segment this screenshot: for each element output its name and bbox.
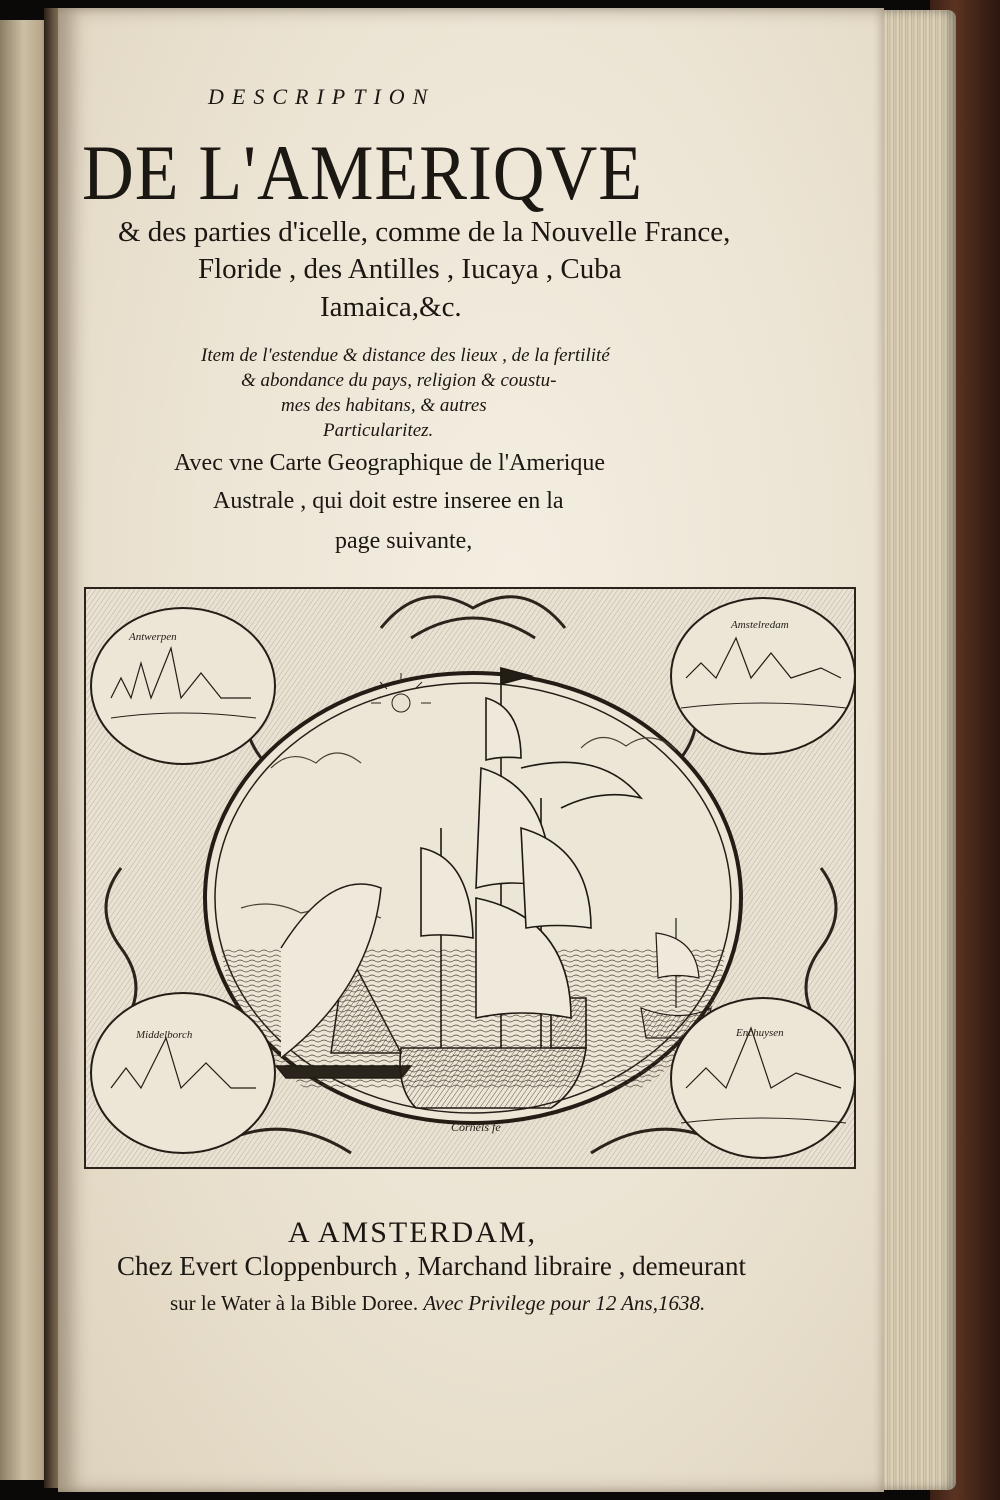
map-note-line-2: Australe , qui doit estre inseree en la bbox=[213, 488, 564, 514]
imprint-privilege: Avec Privilege pour 12 Ans,1638. bbox=[423, 1291, 706, 1315]
city-label-amstelredam: Amstelredam bbox=[731, 619, 789, 631]
page-stack-edges bbox=[876, 10, 956, 1490]
italic-line-3: mes des habitans, & autres bbox=[281, 395, 487, 416]
subtitle-line-3: Iamaica,&c. bbox=[320, 291, 462, 323]
imprint-address-line bbox=[170, 1291, 705, 1316]
engraver-signature: Cornels fe bbox=[451, 1120, 501, 1134]
city-medallion-enchuysen bbox=[671, 998, 855, 1158]
city-label-middelborch: Middelborch bbox=[136, 1029, 193, 1041]
italic-line-1: Item de l'estendue & distance des lieux , de la fertilité bbox=[201, 345, 610, 366]
ship-engraving bbox=[81, 568, 865, 1180]
description-heading: DESCRIPTION bbox=[208, 84, 436, 109]
imprint-publisher: Chez Evert Cloppenburch , Marchand libraire , demeurant bbox=[117, 1251, 747, 1281]
map-note-line-1: Avec vne Carte Geographique de l'Amerique bbox=[174, 450, 606, 476]
main-title: DE L'AMERIQVE bbox=[82, 129, 644, 216]
map-note-line-3: page suivante, bbox=[335, 528, 473, 554]
city-label-enchuysen: Enchuysen bbox=[736, 1027, 784, 1039]
imprint-address: sur le Water à la Bible Doree. bbox=[170, 1291, 419, 1315]
city-label-antwerpen: Antwerpen bbox=[129, 631, 177, 643]
subtitle-line-1: & des parties d'icelle, comme de la Nouvelle France, bbox=[118, 216, 731, 248]
imprint-place: A AMSTERDAM, bbox=[288, 1216, 538, 1249]
city-medallion-antwerpen bbox=[91, 608, 275, 764]
city-medallion-middelborch bbox=[91, 993, 275, 1153]
title-page bbox=[58, 8, 884, 1492]
italic-line-4: Particularitez. bbox=[323, 420, 434, 441]
subtitle-line-2: Floride , des Antilles , Iucaya , Cuba bbox=[198, 253, 622, 285]
italic-line-2: & abondance du pays, religion & coustu- bbox=[241, 370, 557, 391]
